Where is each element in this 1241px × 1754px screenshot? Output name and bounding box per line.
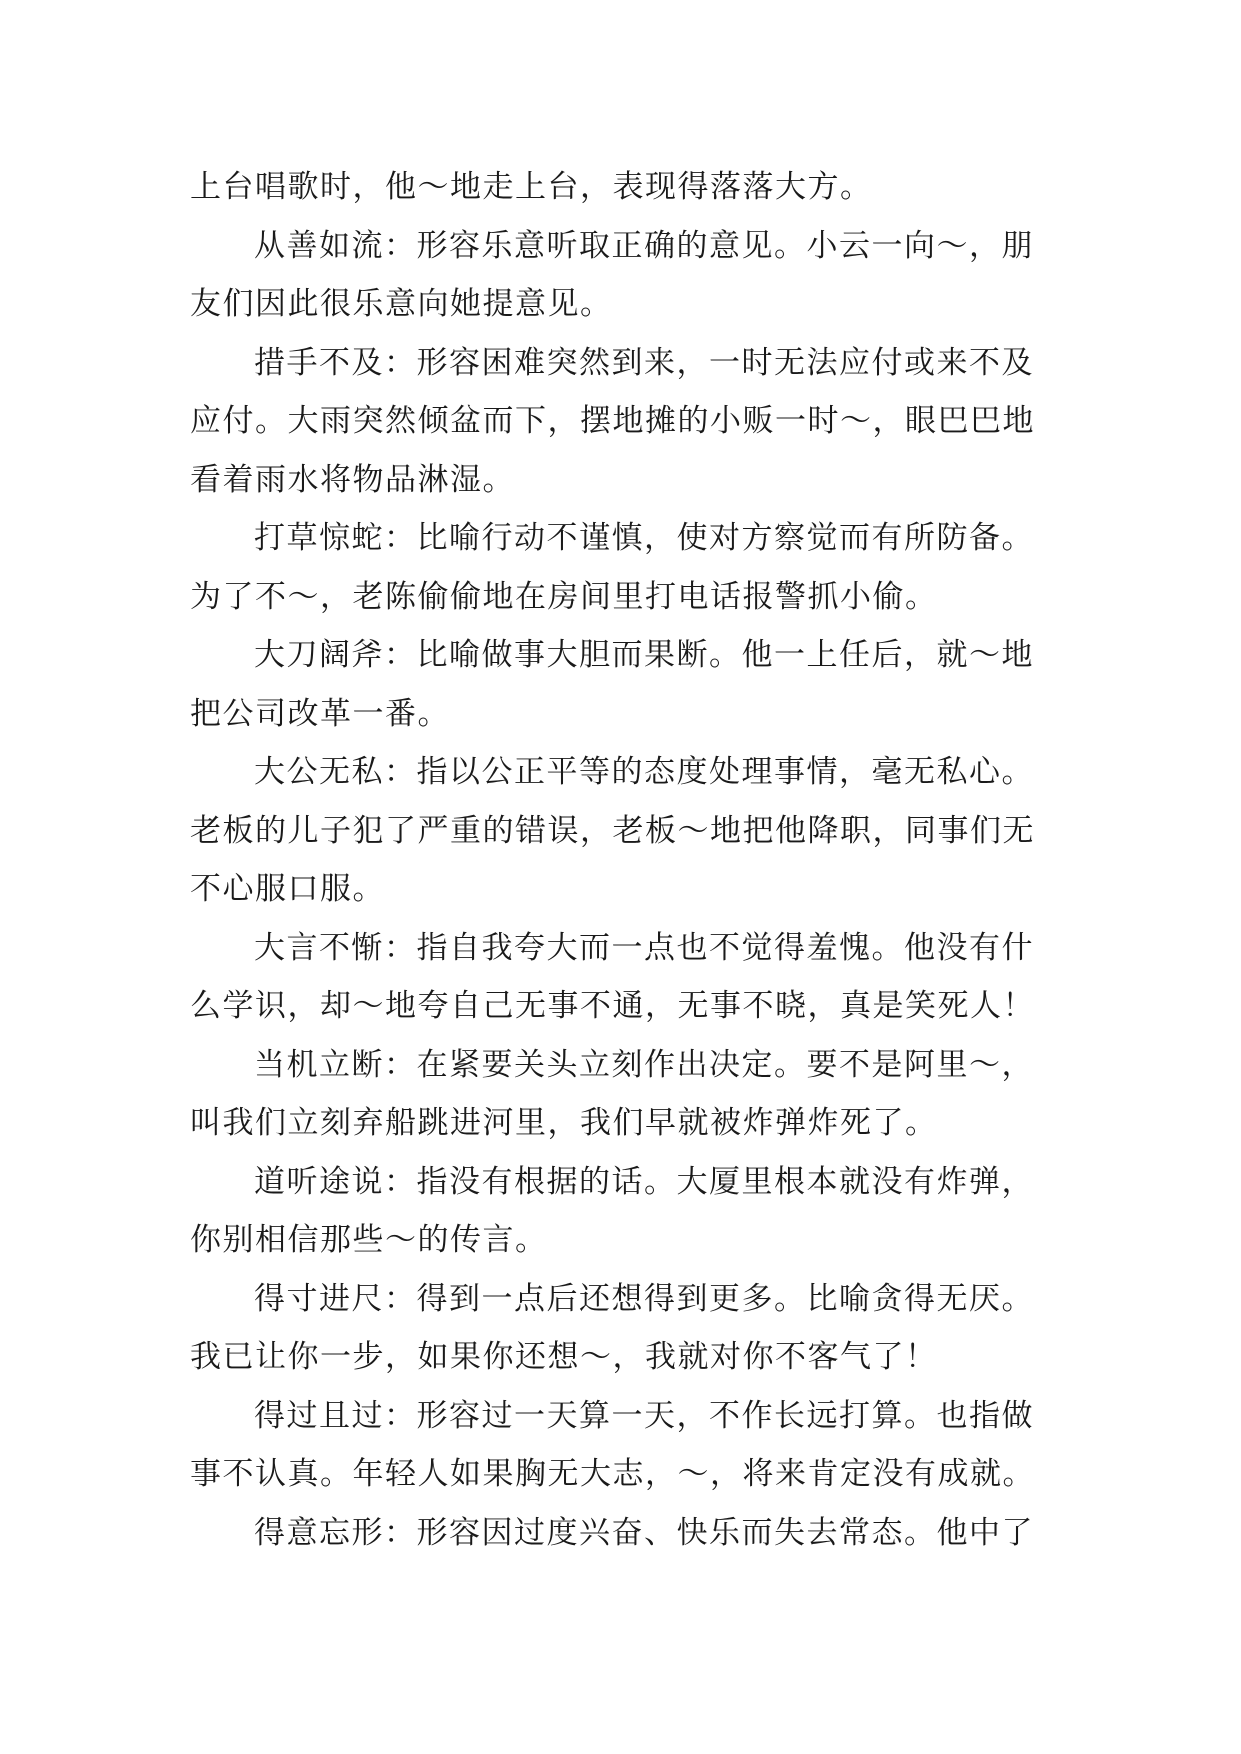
text-line: 上台唱歌时，他～地走上台，表现得落落大方。 (190, 169, 873, 205)
paragraph (190, 509, 1050, 626)
text-line: 道听途说：指没有根据的话。大厦里根本就没有炸弹， (254, 1163, 1034, 1200)
paragraph (190, 1387, 1050, 1504)
paragraph (190, 919, 1050, 1036)
text-line: 应付。大雨突然倾盆而下，摆地摊的小贩一时～，眼巴巴地 (190, 403, 1035, 439)
paragraph (190, 1036, 1050, 1153)
paragraph (190, 1270, 1050, 1387)
text-line: 大刀阔斧：比喻做事大胆而果断。他一上任后，就～地 (254, 637, 1034, 673)
text-line: 大言不惭：指自我夸大而一点也不觉得羞愧。他没有什 (254, 929, 1034, 966)
text-line: 你别相信那些～的传言。 (190, 1222, 548, 1258)
text-line: 得寸进尺：得到一点后还想得到更多。比喻贪得无厌。 (254, 1280, 1034, 1317)
text-line: 得意忘形：形容因过度兴奋、快乐而失去常态。他中了 (254, 1514, 1034, 1551)
text-line: 么学识，却～地夸自己无事不通，无事不晓，真是笑死人！ (190, 988, 1035, 1024)
text-line: 措手不及：形容困难突然到来，一时无法应付或来不及 (254, 344, 1034, 381)
text-line: 把公司改革一番。 (190, 695, 450, 732)
paragraph (190, 626, 1050, 743)
paragraph (190, 743, 1050, 919)
text-line: 当机立断：在紧要关头立刻作出决定。要不是阿里～， (254, 1046, 1034, 1083)
paragraph (190, 158, 1050, 217)
text-line: 事不认真。年轻人如果胸无大志，～，将来肯定没有成就。 (190, 1456, 1035, 1492)
text-line: 我已让你一步，如果你还想～，我就对你不客气了！ (190, 1339, 938, 1375)
document-body (190, 158, 1050, 1562)
text-line: 不心服口服。 (190, 871, 385, 907)
paragraph (190, 1504, 1050, 1563)
text-line: 友们因此很乐意向她提意见。 (190, 286, 613, 322)
text-line: 打草惊蛇：比喻行动不谨慎，使对方察觉而有所防备。 (254, 520, 1034, 556)
text-line: 大公无私：指以公正平等的态度处理事情，毫无私心。 (254, 754, 1034, 790)
paragraph (190, 334, 1050, 510)
text-line: 叫我们立刻弃船跳进河里，我们早就被炸弹炸死了。 (190, 1105, 938, 1141)
text-line: 看着雨水将物品淋湿。 (190, 461, 515, 498)
text-line: 老板的儿子犯了严重的错误，老板～地把他降职，同事们无 (190, 812, 1035, 849)
text-line: 为了不～，老陈偷偷地在房间里打电话报警抓小偷。 (190, 578, 938, 615)
paragraph (190, 1153, 1050, 1270)
paragraph (190, 217, 1050, 334)
text-line: 得过且过：形容过一天算一天，不作长远打算。也指做 (254, 1397, 1034, 1434)
text-line: 从善如流：形容乐意听取正确的意见。小云一向～，朋 (254, 227, 1034, 264)
